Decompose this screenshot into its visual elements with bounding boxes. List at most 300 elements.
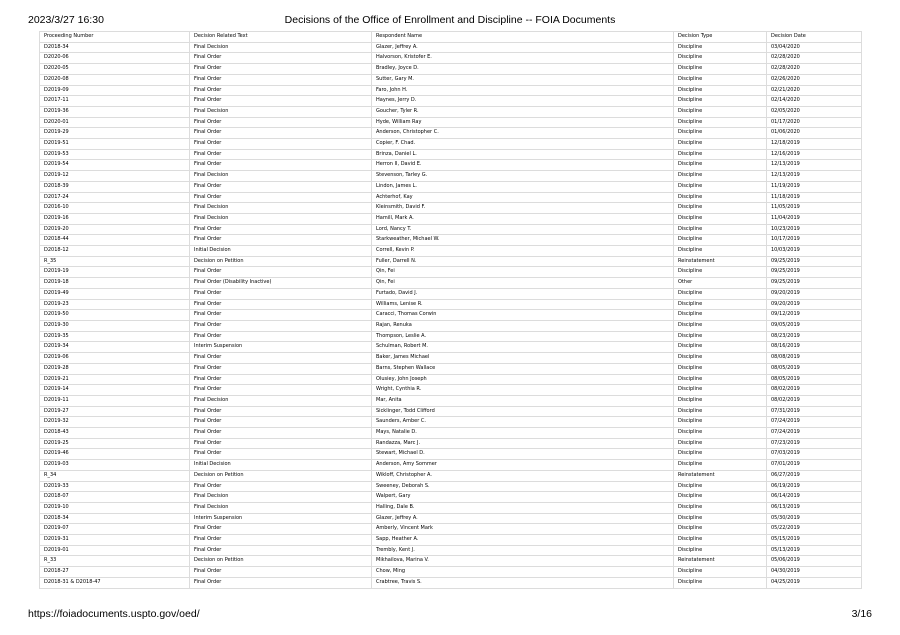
- decision-related-text-cell: Final Order: [190, 74, 372, 85]
- decision-type-cell: Discipline: [674, 160, 767, 171]
- respondent-name-cell: Sutter, Gary M.: [372, 74, 674, 85]
- proceeding-number-cell: D2019-23: [40, 299, 190, 310]
- table-row: [40, 385, 862, 396]
- table-row: [40, 203, 862, 214]
- table-row: [40, 288, 862, 299]
- decision-date-cell: 12/18/2019: [767, 139, 862, 150]
- decision-date-cell: 02/21/2020: [767, 85, 862, 96]
- table-row: [40, 470, 862, 481]
- respondent-name-cell: Kleinsmith, David F.: [372, 203, 674, 214]
- respondent-name-cell: Schulman, Robert M.: [372, 342, 674, 353]
- proceeding-number-cell: D2019-25: [40, 438, 190, 449]
- decision-date-cell: 01/06/2020: [767, 128, 862, 139]
- table-row: [40, 192, 862, 203]
- respondent-name-cell: Chow, Ming: [372, 567, 674, 578]
- decision-type-cell: Discipline: [674, 428, 767, 439]
- column-header-respondent-name: Respondent Name: [372, 32, 674, 43]
- page-title: Decisions of the Office of Enrollment and Discipline -- FOIA Documents: [284, 14, 616, 26]
- decision-related-text-cell: Decision on Petition: [190, 556, 372, 567]
- decision-related-text-cell: Final Order: [190, 235, 372, 246]
- table-body: [40, 42, 862, 588]
- respondent-name-cell: Fuller, Darrell N.: [372, 256, 674, 267]
- decision-type-cell: Discipline: [674, 246, 767, 257]
- respondent-name-cell: Olusiey, John Joseph: [372, 374, 674, 385]
- print-datetime: 2023/3/27 16:30: [28, 14, 104, 26]
- decision-date-cell: 06/19/2019: [767, 481, 862, 492]
- decision-type-cell: Discipline: [674, 299, 767, 310]
- decision-type-cell: Discipline: [674, 363, 767, 374]
- decision-related-text-cell: Final Decision: [190, 171, 372, 182]
- table-row: [40, 85, 862, 96]
- respondent-name-cell: Qin, Fei: [372, 267, 674, 278]
- table-row: [40, 171, 862, 182]
- decision-type-cell: Discipline: [674, 74, 767, 85]
- respondent-name-cell: Baker, James Michael: [372, 353, 674, 364]
- respondent-name-cell: Randazza, Marc J.: [372, 438, 674, 449]
- decision-related-text-cell: Final Order: [190, 310, 372, 321]
- decision-date-cell: 08/16/2019: [767, 342, 862, 353]
- decision-related-text-cell: Final Order: [190, 417, 372, 428]
- decision-related-text-cell: Final Order: [190, 406, 372, 417]
- proceeding-number-cell: D2019-32: [40, 417, 190, 428]
- decision-type-cell: Discipline: [674, 128, 767, 139]
- decision-type-cell: Other: [674, 278, 767, 289]
- table-row: [40, 213, 862, 224]
- column-header-decision-related-text: Decision Related Text: [190, 32, 372, 43]
- table-header-row: [40, 32, 862, 43]
- decision-type-cell: Discipline: [674, 213, 767, 224]
- proceeding-number-cell: D2019-21: [40, 374, 190, 385]
- decision-date-cell: 08/23/2019: [767, 331, 862, 342]
- table-row: [40, 374, 862, 385]
- table-row: [40, 278, 862, 289]
- table-row: [40, 96, 862, 107]
- respondent-name-cell: Walpert, Gary: [372, 492, 674, 503]
- decision-related-text-cell: Final Order: [190, 481, 372, 492]
- proceeding-number-cell: D2019-27: [40, 406, 190, 417]
- decision-date-cell: 02/28/2020: [767, 53, 862, 64]
- respondent-name-cell: Halling, Dale B.: [372, 502, 674, 513]
- decision-date-cell: 02/05/2020: [767, 106, 862, 117]
- page-url: https://foiadocuments.uspto.gov/oed/: [28, 608, 200, 620]
- decision-date-cell: 09/25/2019: [767, 256, 862, 267]
- proceeding-number-cell: D2019-09: [40, 85, 190, 96]
- decisions-table: [39, 31, 862, 589]
- decision-type-cell: Discipline: [674, 53, 767, 64]
- table-row: [40, 128, 862, 139]
- table-row: [40, 117, 862, 128]
- decision-date-cell: 09/25/2019: [767, 278, 862, 289]
- proceeding-number-cell: D2019-30: [40, 320, 190, 331]
- decision-related-text-cell: Interim Suspension: [190, 342, 372, 353]
- table-row: [40, 267, 862, 278]
- decision-related-text-cell: Final Order: [190, 53, 372, 64]
- decision-date-cell: 05/13/2019: [767, 545, 862, 556]
- decision-type-cell: Discipline: [674, 385, 767, 396]
- table-row: [40, 320, 862, 331]
- column-header-proceeding-number: Proceeding Number: [40, 32, 190, 43]
- respondent-name-cell: Sicklinger, Todd Clifford: [372, 406, 674, 417]
- decision-related-text-cell: Final Decision: [190, 492, 372, 503]
- proceeding-number-cell: D2019-01: [40, 545, 190, 556]
- proceeding-number-cell: D2018-12: [40, 246, 190, 257]
- decision-related-text-cell: Final Order: [190, 535, 372, 546]
- table-row: [40, 535, 862, 546]
- respondent-name-cell: Haynes, Jerry D.: [372, 96, 674, 107]
- decision-type-cell: Discipline: [674, 342, 767, 353]
- table-row: [40, 492, 862, 503]
- decision-related-text-cell: Final Order: [190, 267, 372, 278]
- column-header-decision-type: Decision Type: [674, 32, 767, 43]
- respondent-name-cell: Correll, Kevin P.: [372, 246, 674, 257]
- respondent-name-cell: Halvorson, Kristofer E.: [372, 53, 674, 64]
- column-header-decision-date: Decision Date: [767, 32, 862, 43]
- table-row: [40, 449, 862, 460]
- proceeding-number-cell: D2019-06: [40, 353, 190, 364]
- table-row: [40, 224, 862, 235]
- decision-related-text-cell: Final Order: [190, 363, 372, 374]
- decision-date-cell: 06/14/2019: [767, 492, 862, 503]
- table-row: [40, 246, 862, 257]
- decision-related-text-cell: Decision on Petition: [190, 256, 372, 267]
- respondent-name-cell: Hamill, Mark A.: [372, 213, 674, 224]
- decision-type-cell: Discipline: [674, 320, 767, 331]
- proceeding-number-cell: D2019-54: [40, 160, 190, 171]
- respondent-name-cell: Anderson, Amy Sommer: [372, 460, 674, 471]
- decision-related-text-cell: Final Order: [190, 181, 372, 192]
- decision-date-cell: 10/17/2019: [767, 235, 862, 246]
- decision-date-cell: 05/30/2019: [767, 513, 862, 524]
- proceeding-number-cell: D2019-16: [40, 213, 190, 224]
- decision-type-cell: Reinstatement: [674, 256, 767, 267]
- respondent-name-cell: Wright, Cynthia R.: [372, 385, 674, 396]
- decision-date-cell: 05/06/2019: [767, 556, 862, 567]
- decision-type-cell: Reinstatement: [674, 470, 767, 481]
- decision-type-cell: Discipline: [674, 85, 767, 96]
- decision-related-text-cell: Interim Suspension: [190, 513, 372, 524]
- proceeding-number-cell: D2019-03: [40, 460, 190, 471]
- table-row: [40, 310, 862, 321]
- decision-type-cell: Discipline: [674, 438, 767, 449]
- decision-date-cell: 09/20/2019: [767, 299, 862, 310]
- decision-type-cell: Discipline: [674, 181, 767, 192]
- proceeding-number-cell: D2019-51: [40, 139, 190, 150]
- decision-related-text-cell: Initial Decision: [190, 460, 372, 471]
- table-row: [40, 74, 862, 85]
- decision-related-text-cell: Final Decision: [190, 502, 372, 513]
- proceeding-number-cell: R_34: [40, 470, 190, 481]
- decision-related-text-cell: Final Order: [190, 567, 372, 578]
- decision-date-cell: 11/19/2019: [767, 181, 862, 192]
- decision-related-text-cell: Final Order: [190, 545, 372, 556]
- decision-type-cell: Discipline: [674, 42, 767, 53]
- proceeding-number-cell: D2019-31: [40, 535, 190, 546]
- respondent-name-cell: Faro, John H.: [372, 85, 674, 96]
- decision-related-text-cell: Final Order: [190, 577, 372, 588]
- decision-related-text-cell: Final Order: [190, 64, 372, 75]
- decision-date-cell: 03/04/2020: [767, 42, 862, 53]
- table-row: [40, 577, 862, 588]
- respondent-name-cell: Sweeney, Deborah S.: [372, 481, 674, 492]
- decision-type-cell: Discipline: [674, 353, 767, 364]
- decision-type-cell: Discipline: [674, 139, 767, 150]
- decision-date-cell: 09/05/2019: [767, 320, 862, 331]
- decision-related-text-cell: Final Order: [190, 149, 372, 160]
- respondent-name-cell: Williams, Lenise R.: [372, 299, 674, 310]
- decision-date-cell: 04/25/2019: [767, 577, 862, 588]
- decision-date-cell: 10/03/2019: [767, 246, 862, 257]
- decision-type-cell: Discipline: [674, 171, 767, 182]
- table-row: [40, 502, 862, 513]
- respondent-name-cell: Glazer, Jeffrey A.: [372, 42, 674, 53]
- respondent-name-cell: Saunders, Amber C.: [372, 417, 674, 428]
- proceeding-number-cell: D2019-10: [40, 502, 190, 513]
- decision-related-text-cell: Final Order: [190, 96, 372, 107]
- respondent-name-cell: Trembly, Kent J.: [372, 545, 674, 556]
- decision-type-cell: Discipline: [674, 395, 767, 406]
- table-row: [40, 139, 862, 150]
- proceeding-number-cell: D2018-34: [40, 42, 190, 53]
- proceeding-number-cell: D2019-29: [40, 128, 190, 139]
- decision-related-text-cell: Final Decision: [190, 213, 372, 224]
- decision-date-cell: 06/27/2019: [767, 470, 862, 481]
- respondent-name-cell: Herron II, David E.: [372, 160, 674, 171]
- proceeding-number-cell: D2019-33: [40, 481, 190, 492]
- decision-type-cell: Discipline: [674, 524, 767, 535]
- decision-related-text-cell: Final Decision: [190, 42, 372, 53]
- respondent-name-cell: Wikloff, Christopher A.: [372, 470, 674, 481]
- decision-related-text-cell: Final Order: [190, 85, 372, 96]
- decision-type-cell: Discipline: [674, 96, 767, 107]
- table-row: [40, 342, 862, 353]
- decision-date-cell: 09/20/2019: [767, 288, 862, 299]
- respondent-name-cell: Barns, Stephen Wallace: [372, 363, 674, 374]
- proceeding-number-cell: D2018-31 & D2018-47: [40, 577, 190, 588]
- table-row: [40, 513, 862, 524]
- decision-date-cell: 02/26/2020: [767, 74, 862, 85]
- decision-date-cell: 09/25/2019: [767, 267, 862, 278]
- table-row: [40, 256, 862, 267]
- proceeding-number-cell: D2019-49: [40, 288, 190, 299]
- respondent-name-cell: Amberly, Vincent Mark: [372, 524, 674, 535]
- proceeding-number-cell: D2020-08: [40, 74, 190, 85]
- decision-related-text-cell: Final Order: [190, 320, 372, 331]
- decision-type-cell: Discipline: [674, 149, 767, 160]
- decision-related-text-cell: Final Order: [190, 117, 372, 128]
- page-number: 3/16: [851, 608, 872, 620]
- table-row: [40, 353, 862, 364]
- table-row: [40, 363, 862, 374]
- decision-date-cell: 07/23/2019: [767, 438, 862, 449]
- respondent-name-cell: Stevenson, Tarley G.: [372, 171, 674, 182]
- decision-related-text-cell: Final Order: [190, 299, 372, 310]
- table-row: [40, 406, 862, 417]
- table-row: [40, 460, 862, 471]
- table-row: [40, 64, 862, 75]
- decision-date-cell: 02/14/2020: [767, 96, 862, 107]
- proceeding-number-cell: D2019-19: [40, 267, 190, 278]
- decision-date-cell: 07/01/2019: [767, 460, 862, 471]
- table-row: [40, 417, 862, 428]
- decision-related-text-cell: Final Order: [190, 160, 372, 171]
- table-row: [40, 331, 862, 342]
- proceeding-number-cell: D2019-07: [40, 524, 190, 535]
- decision-related-text-cell: Final Order: [190, 288, 372, 299]
- respondent-name-cell: Qin, Fei: [372, 278, 674, 289]
- proceeding-number-cell: R_35: [40, 256, 190, 267]
- decision-type-cell: Discipline: [674, 567, 767, 578]
- respondent-name-cell: Goucher, Tyler R.: [372, 106, 674, 117]
- decision-type-cell: Reinstatement: [674, 556, 767, 567]
- proceeding-number-cell: D2019-34: [40, 342, 190, 353]
- proceeding-number-cell: D2019-36: [40, 106, 190, 117]
- decision-type-cell: Discipline: [674, 492, 767, 503]
- decision-type-cell: Discipline: [674, 203, 767, 214]
- decision-related-text-cell: Final Order: [190, 224, 372, 235]
- proceeding-number-cell: D2019-14: [40, 385, 190, 396]
- decision-related-text-cell: Final Order: [190, 449, 372, 460]
- decision-date-cell: 12/13/2019: [767, 171, 862, 182]
- decision-related-text-cell: Final Order: [190, 331, 372, 342]
- proceeding-number-cell: D2017-24: [40, 192, 190, 203]
- proceeding-number-cell: D2018-44: [40, 235, 190, 246]
- table-row: [40, 160, 862, 171]
- decision-type-cell: Discipline: [674, 224, 767, 235]
- decision-date-cell: 05/15/2019: [767, 535, 862, 546]
- decision-date-cell: 07/24/2019: [767, 417, 862, 428]
- decision-type-cell: Discipline: [674, 449, 767, 460]
- decision-date-cell: 11/18/2019: [767, 192, 862, 203]
- decision-date-cell: 08/08/2019: [767, 353, 862, 364]
- decision-related-text-cell: Final Order (Disability Inactive): [190, 278, 372, 289]
- decision-type-cell: Discipline: [674, 417, 767, 428]
- decision-related-text-cell: Final Order: [190, 438, 372, 449]
- table-row: [40, 53, 862, 64]
- decision-type-cell: Discipline: [674, 535, 767, 546]
- table-row: [40, 149, 862, 160]
- proceeding-number-cell: D2018-34: [40, 513, 190, 524]
- proceeding-number-cell: D2019-46: [40, 449, 190, 460]
- table-row: [40, 299, 862, 310]
- table-row: [40, 556, 862, 567]
- table-row: [40, 428, 862, 439]
- proceeding-number-cell: D2019-18: [40, 278, 190, 289]
- table-row: [40, 235, 862, 246]
- respondent-name-cell: Starkweather, Michael W.: [372, 235, 674, 246]
- decision-related-text-cell: Final Order: [190, 385, 372, 396]
- decision-date-cell: 12/13/2019: [767, 160, 862, 171]
- decision-type-cell: Discipline: [674, 117, 767, 128]
- respondent-name-cell: Crabtree, Travis S.: [372, 577, 674, 588]
- decision-date-cell: 07/31/2019: [767, 406, 862, 417]
- respondent-name-cell: Anderson, Christopher C.: [372, 128, 674, 139]
- decision-type-cell: Discipline: [674, 235, 767, 246]
- decision-type-cell: Discipline: [674, 374, 767, 385]
- decision-type-cell: Discipline: [674, 267, 767, 278]
- decision-date-cell: 11/05/2019: [767, 203, 862, 214]
- respondent-name-cell: Sapp, Heather A.: [372, 535, 674, 546]
- decision-date-cell: 08/05/2019: [767, 374, 862, 385]
- decision-date-cell: 10/23/2019: [767, 224, 862, 235]
- decision-related-text-cell: Final Decision: [190, 203, 372, 214]
- decision-date-cell: 08/05/2019: [767, 363, 862, 374]
- proceeding-number-cell: D2018-07: [40, 492, 190, 503]
- decision-related-text-cell: Initial Decision: [190, 246, 372, 257]
- respondent-name-cell: Caracci, Thomas Corwin: [372, 310, 674, 321]
- decision-related-text-cell: Final Order: [190, 353, 372, 364]
- proceeding-number-cell: D2019-50: [40, 310, 190, 321]
- table-row: [40, 481, 862, 492]
- decision-type-cell: Discipline: [674, 310, 767, 321]
- respondent-name-cell: Lindon, James L.: [372, 181, 674, 192]
- decision-date-cell: 04/30/2019: [767, 567, 862, 578]
- decision-date-cell: 02/28/2020: [767, 64, 862, 75]
- decision-type-cell: Discipline: [674, 406, 767, 417]
- decision-type-cell: Discipline: [674, 192, 767, 203]
- respondent-name-cell: Rajan, Renuka: [372, 320, 674, 331]
- decision-date-cell: 06/13/2019: [767, 502, 862, 513]
- decision-type-cell: Discipline: [674, 577, 767, 588]
- table-row: [40, 524, 862, 535]
- respondent-name-cell: Mar, Anita: [372, 395, 674, 406]
- table-row: [40, 438, 862, 449]
- proceeding-number-cell: D2019-53: [40, 149, 190, 160]
- decision-type-cell: Discipline: [674, 545, 767, 556]
- proceeding-number-cell: D2018-43: [40, 428, 190, 439]
- decision-date-cell: 11/04/2019: [767, 213, 862, 224]
- decision-related-text-cell: Final Order: [190, 428, 372, 439]
- decision-related-text-cell: Final Decision: [190, 395, 372, 406]
- table-row: [40, 181, 862, 192]
- proceeding-number-cell: D2018-39: [40, 181, 190, 192]
- respondent-name-cell: Copier, F. Chad.: [372, 139, 674, 150]
- decision-type-cell: Discipline: [674, 502, 767, 513]
- proceeding-number-cell: D2019-35: [40, 331, 190, 342]
- decision-type-cell: Discipline: [674, 513, 767, 524]
- proceeding-number-cell: D2019-28: [40, 363, 190, 374]
- decision-date-cell: 12/16/2019: [767, 149, 862, 160]
- proceeding-number-cell: D2019-11: [40, 395, 190, 406]
- respondent-name-cell: Achterhof, Kay: [372, 192, 674, 203]
- respondent-name-cell: Mays, Natalie D.: [372, 428, 674, 439]
- decision-type-cell: Discipline: [674, 288, 767, 299]
- decision-date-cell: 08/02/2019: [767, 395, 862, 406]
- proceeding-number-cell: D2016-10: [40, 203, 190, 214]
- table-row: [40, 567, 862, 578]
- table-row: [40, 42, 862, 53]
- table-row: [40, 395, 862, 406]
- decision-date-cell: 07/24/2019: [767, 428, 862, 439]
- respondent-name-cell: Brinza, Daniel L.: [372, 149, 674, 160]
- proceeding-number-cell: D2018-27: [40, 567, 190, 578]
- decision-date-cell: 07/03/2019: [767, 449, 862, 460]
- respondent-name-cell: Hyde, William Ray: [372, 117, 674, 128]
- respondent-name-cell: Lord, Nancy T.: [372, 224, 674, 235]
- decision-related-text-cell: Final Order: [190, 374, 372, 385]
- respondent-name-cell: Thompson, Leslie A.: [372, 331, 674, 342]
- table-row: [40, 545, 862, 556]
- decision-related-text-cell: Decision on Petition: [190, 470, 372, 481]
- respondent-name-cell: Mikhailova, Marina V.: [372, 556, 674, 567]
- proceeding-number-cell: D2019-12: [40, 171, 190, 182]
- proceeding-number-cell: D2019-20: [40, 224, 190, 235]
- decision-type-cell: Discipline: [674, 331, 767, 342]
- proceeding-number-cell: D2020-01: [40, 117, 190, 128]
- respondent-name-cell: Furtado, David J.: [372, 288, 674, 299]
- proceeding-number-cell: D2020-05: [40, 64, 190, 75]
- decision-type-cell: Discipline: [674, 106, 767, 117]
- decision-related-text-cell: Final Order: [190, 139, 372, 150]
